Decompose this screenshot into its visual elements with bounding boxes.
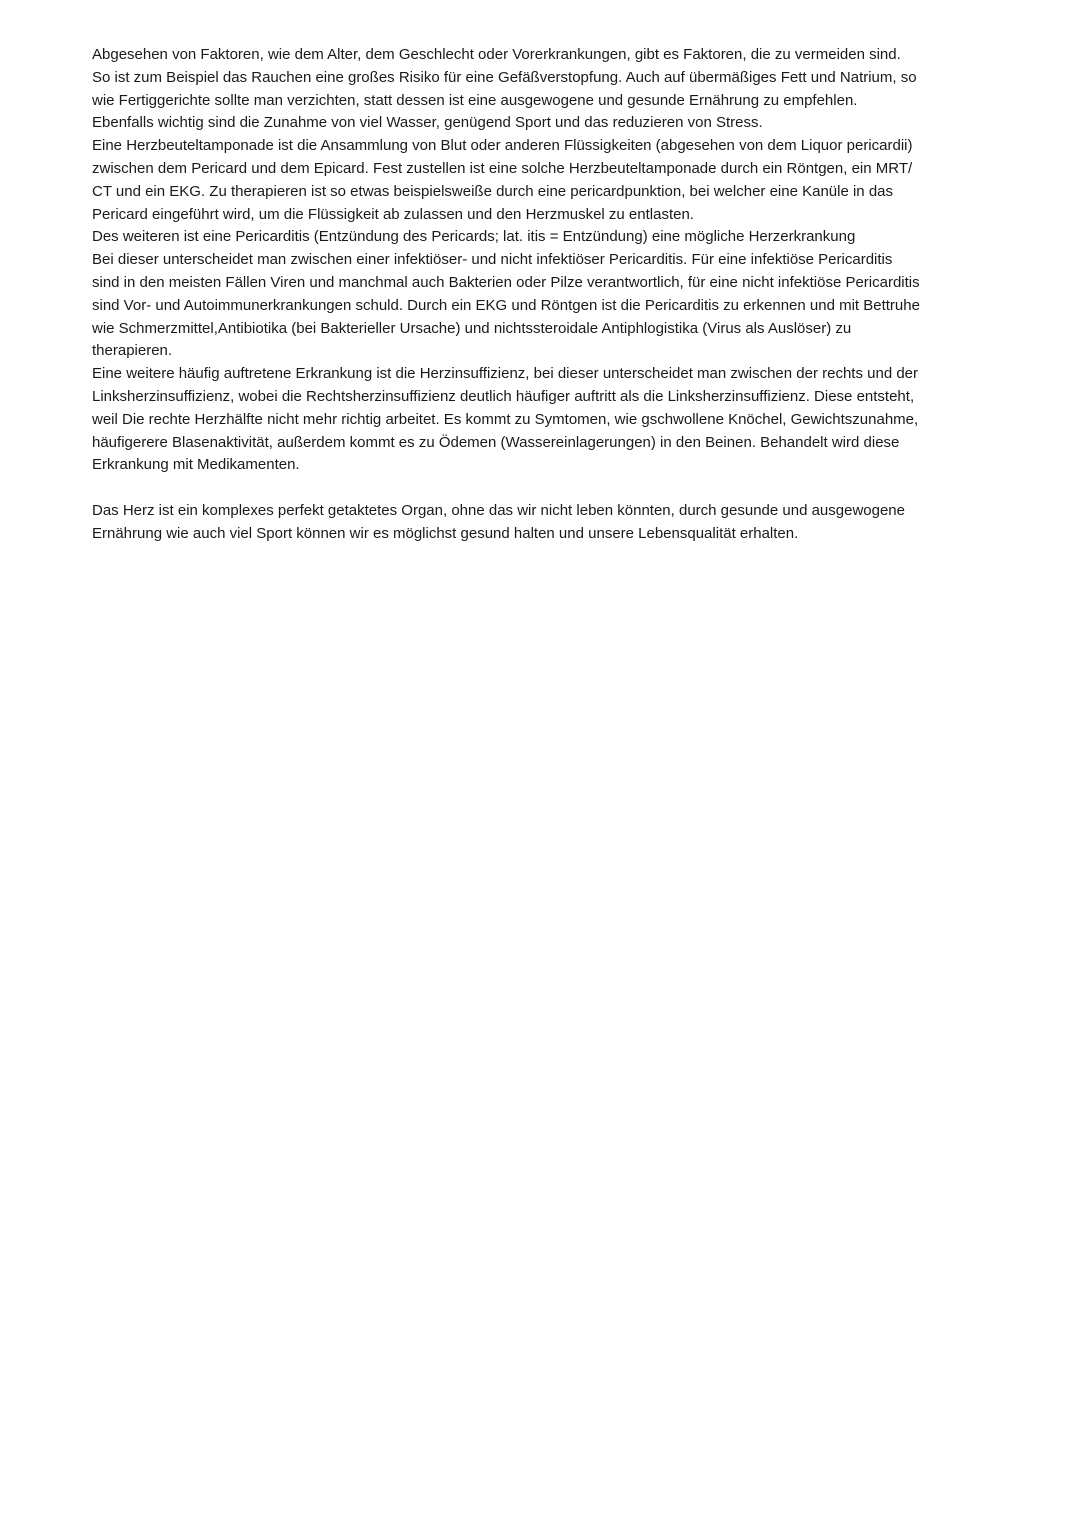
text-line: therapieren. [92, 342, 173, 360]
paragraph-spacer [92, 477, 997, 500]
text-line: sind Vor- und Autoimmunerkrankungen schuld. Durch ein EKG und Röntgen ist die Pericarditis zu erkennen und mit Bettruhe [92, 296, 920, 314]
text-line: Bei dieser unterscheidet man zwischen einer infektiöser- und nicht infektiöser Pericarditis. Für eine infektiöse Pericarditis [92, 251, 893, 269]
text-line: zwischen dem Pericard und dem Epicard. Fest zustellen ist eine solche Herzbeuteltamponade durch ein Röntgen, ein MRT/ [92, 159, 913, 177]
text-line: Eine weitere häufig auftretene Erkrankung ist die Herzinsuffizienz, bei dieser unterscheidet man zwischen der rechts und der [92, 365, 919, 383]
text-line: wie Schmerzmittel,Antibiotika (bei Bakterieller Ursache) und nichtssteroidale Antiphlogistika (Virus als Auslöser) zu [92, 319, 852, 337]
conclusion-line: Das Herz ist ein komplexes perfekt getaktetes Organ, ohne das wir nicht leben könnten, durch gesunde und ausgewogene [92, 501, 905, 519]
text-line: weil Die rechte Herzhälfte nicht mehr richtig arbeitet. Es kommt zu Symtomen, wie gschwollene Knöchel, Gewichtszunahme, [92, 410, 919, 428]
text-line: Linksherzinsuffizienz, wobei die Rechtsherzinsuffizienz deutlich häufiger auftritt als die Linksherzinsuffizienz. Diese entsteht, [92, 387, 915, 405]
text-line: CT und ein EKG. Zu therapieren ist so etwas beispielsweiße durch eine pericardpunktion, bei welcher eine Kanüle in das [92, 182, 894, 200]
text-line: Des weiteren ist eine Pericarditis (Entzündung des Pericards; lat. itis = Entzündung) eine mögliche Herzerkrankung [92, 228, 856, 246]
text-line: häufigerere Blasenaktivität, außerdem kommt es zu Ödemen (Wassereinlagerungen) in den Beinen. Behandelt wird diese [92, 433, 900, 451]
text-line: Ebenfalls wichtig sind die Zunahme von viel Wasser, genügend Sport und das reduzieren von Stress. [92, 114, 763, 132]
text-line: Pericard eingeführt wird, um die Flüssigkeit ab zulassen und den Herzmuskel zu entlasten. [92, 205, 694, 223]
text-line: Eine Herzbeuteltamponade ist die Ansammlung von Blut oder anderen Flüssigkeiten (abgesehen von dem Liquor pericardii) [92, 137, 913, 155]
text-line: sind in den meisten Fällen Viren und manchmal auch Bakterien oder Pilze verantwortlich, für eine nicht infektiöse Pericarditis [92, 273, 920, 291]
text-line: Abgesehen von Faktoren, wie dem Alter, dem Geschlecht oder Vorerkrankungen, gibt es Faktoren, die zu vermeiden sind. [92, 46, 901, 63]
text-line: So ist zum Beispiel das Rauchen eine großes Risiko für eine Gefäßverstopfung. Auch auf übermäßiges Fett und Natrium, so [92, 68, 917, 86]
conclusion-line: Ernährung wie auch viel Sport können wir es möglichst gesund halten und unsere Lebensqualität erhalten. [92, 524, 799, 542]
text-line: wie Fertiggerichte sollte man verzichten, statt dessen ist eine ausgewogene und gesunde Ernährung zu empfehlen. [92, 91, 858, 109]
document-body [92, 44, 997, 546]
text-line: Erkrankung mit Medikamenten. [92, 456, 300, 474]
